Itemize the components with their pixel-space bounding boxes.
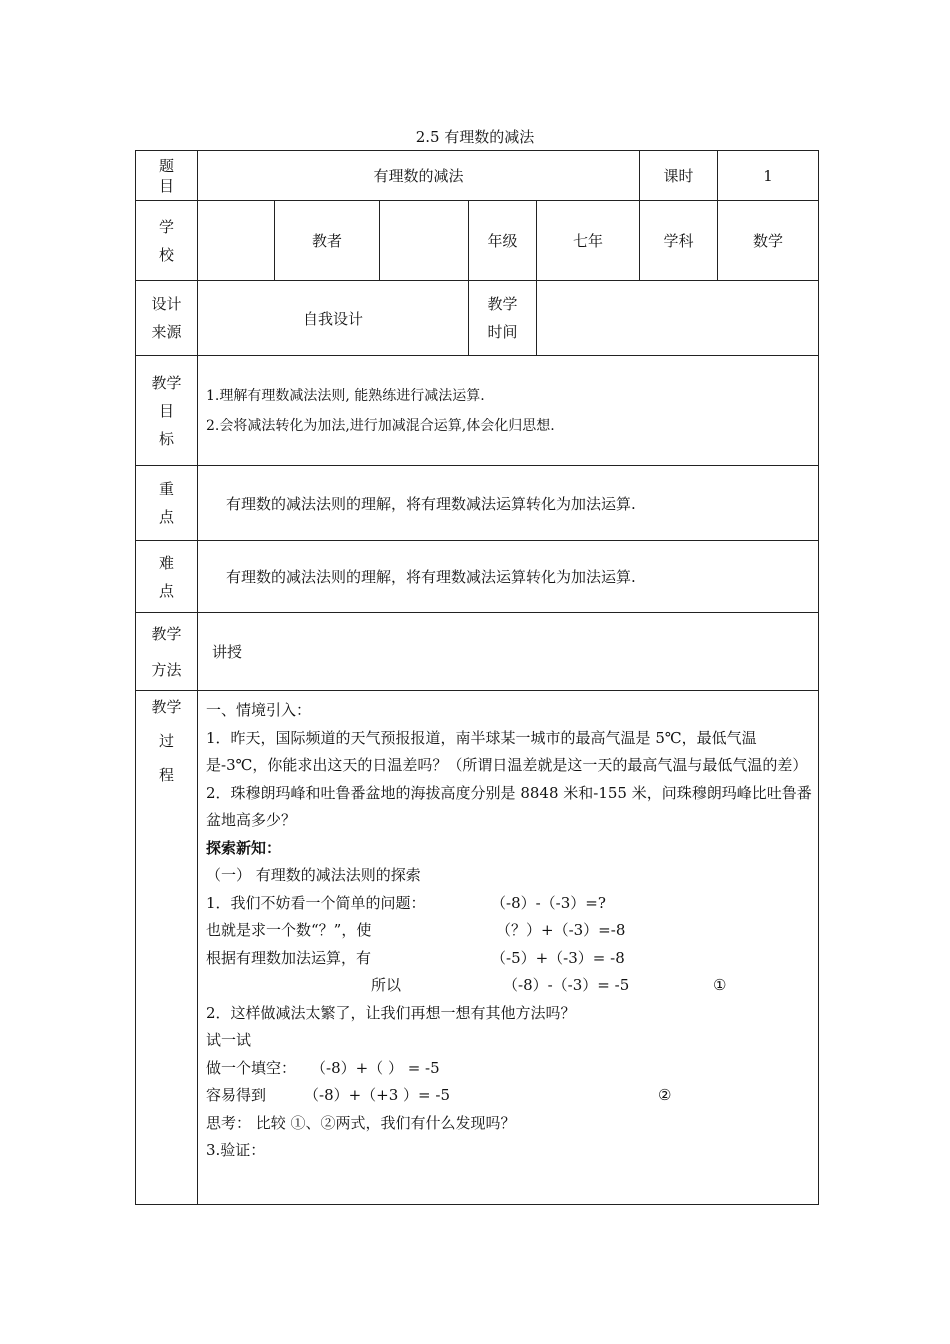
expr-1: （-8）-（-3）=? [491, 893, 606, 912]
row-design [136, 281, 819, 356]
teacher-value [380, 201, 469, 281]
design-label: 设计 来源 [136, 281, 198, 356]
process-line-section-1: （一） 有理数的减法法则的探索 [206, 866, 421, 884]
process-line-problem: 1．我们不妨看一个简单的问题： （-8）-（-3）=? [206, 890, 812, 918]
row-process [136, 691, 819, 1205]
process-line-verify: 3.验证： [206, 1141, 266, 1159]
hours-value: 1 [718, 151, 819, 201]
teaching-time-value [537, 281, 819, 356]
process-heading-explore: 探索新知： [206, 838, 282, 857]
process-line-find: 也就是求一个数“？”，使 （？）+（-3）=-8 [206, 917, 812, 945]
row-difficulty [136, 541, 819, 613]
marker-2: ② [658, 1086, 672, 1104]
process-label: 教学 过 程 [136, 691, 198, 1205]
row-method [136, 613, 819, 691]
row-key-points [136, 466, 819, 541]
process-line-therefore: 所以 （-8）-（-3）= -5 ① [206, 972, 812, 1000]
expr-2: （？）+（-3）=-8 [496, 921, 626, 939]
expr-3: （-5）+（-3）= -8 [491, 948, 625, 967]
goal-item-2: 2.会将减法转化为加法,进行加减混合运算,体会化归思想. [206, 417, 555, 434]
goal-item-1: 1.理解有理数减法法则, 能熟练进行减法运算. [206, 387, 485, 404]
subject-value: 数学 [718, 201, 819, 281]
hours-label: 课时 [640, 151, 718, 201]
goals-content [198, 356, 819, 466]
teaching-time-label: 教学 时间 [469, 281, 537, 356]
topic-label: 题 目 [136, 151, 198, 201]
process-line-addition: 根据有理数加法运算，有 （-5）+（-3）= -8 [206, 945, 812, 973]
subject-label: 学科 [640, 201, 718, 281]
method-value: 讲授 [198, 613, 819, 691]
topic-value: 有理数的减法 [198, 151, 640, 201]
process-line-think: 思考： 比较 ①、②两式，我们有什么发现吗？ [206, 1113, 516, 1132]
expr-5: （-8）+（ ） = -5 [311, 1058, 440, 1077]
grade-label: 年级 [469, 201, 537, 281]
school-value [198, 201, 275, 281]
process-content [198, 691, 819, 1205]
key-points-value: 有理数的减法法则的理解，将有理数减法运算转化为加法运算. [198, 466, 819, 541]
process-line-q2: 2．珠穆朗玛峰和吐鲁番盆地的海拔高度分别是 8848 米和-155 米，问珠穆朗玛峰比吐鲁番盆地高多少？ [206, 783, 812, 829]
school-label: 学 校 [136, 201, 198, 281]
method-label: 教学 方法 [136, 613, 198, 691]
lesson-plan-table [135, 150, 819, 1205]
expr-6: （-8）+（+3 ）= -5 [304, 1086, 451, 1104]
design-value: 自我设计 [198, 281, 469, 356]
row-school [136, 201, 819, 281]
process-line-easy: 容易得到 （-8）+（+3 ）= -5 ② [206, 1082, 812, 1110]
teacher-label: 教者 [275, 201, 380, 281]
process-line-q1: 1．昨天，国际频道的天气预报报道，南半球某一城市的最高气温是 5℃，最低气温是-3℃，你能求出这天的日温差吗？（所谓日温差就是这一天的最高气温与最低气温的差） [206, 728, 808, 774]
row-goals [136, 356, 819, 466]
process-line-fill-blank: 做一个填空： （-8）+（ ） = -5 [206, 1055, 812, 1083]
difficulty-value: 有理数的减法法则的理解，将有理数减法运算转化为加法运算. [198, 541, 819, 613]
expr-4: （-8）-（-3）= -5 [503, 976, 630, 994]
process-line-intro: 一、情境引入： [206, 701, 312, 719]
row-topic [136, 151, 819, 201]
key-points-label: 重 点 [136, 466, 198, 541]
difficulty-label: 难 点 [136, 541, 198, 613]
goals-label: 教学 目 标 [136, 356, 198, 466]
marker-1: ① [713, 976, 727, 994]
process-line-other-method: 2．这样做减法太繁了，让我们再想一想有其他方法吗？ [206, 1003, 576, 1022]
process-line-try: 试一试 [206, 1031, 252, 1049]
grade-value: 七年 [537, 201, 640, 281]
document-title: 2.5 有理数的减法 [415, 128, 535, 146]
